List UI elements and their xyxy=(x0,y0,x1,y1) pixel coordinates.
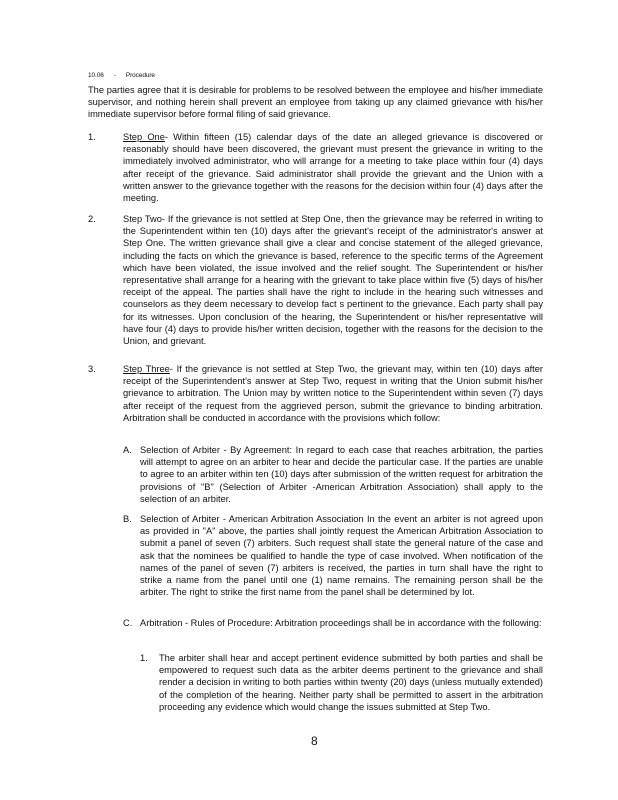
step-three-paragraph xyxy=(123,363,543,424)
step-one-text: - Within fifteen (15) calendar days of the date an alleged grievance is discovered or reasonably should have been discovered, the grievant must present the grievance in writing to the immediately involved administrator, who will arrange for a meeting to take place within four (4) days after receipt of the grievance. Said administrator shall provide the grievant and the Union with a written answer to the grievance together with the reasons for the decision within four (4) days after the meeting. xyxy=(123,132,543,204)
item-c1-paragraph: The arbiter shall hear and accept pertinent evidence submitted by both parties and shall be empowered to request such data as the arbiter deems pertinent to the grievance and shall render a decision in writing to both parties within twenty (20) days (unless mutually extended) of the completion of the hearing. Neither party shall be permitted to assert in the arbitration proceeding any evidence which would change the issues submitted at Step Two. xyxy=(159,653,543,712)
step-three-title: Step Three xyxy=(123,364,170,374)
step-one-number: 1. xyxy=(88,132,96,142)
item-c-paragraph: Arbitration - Rules of Procedure: Arbitration proceedings shall be in accordance with the following: xyxy=(140,618,542,628)
step-two-paragraph: Step Two- If the grievance is not settled at Step One, then the grievance may be referred in writing to the Superintendent within ten (10) days after the grievant's receipt of the administrator's answer at Step One. The written grievance shall give a clear and concise statement of the alleged grievance, including the facts on which the grievance is based, reference to the specific terms of the Agreement which have been violated, the issue involved and the relief sought. The Superintendent or his/her representative shall arrange for a hearing with the grievant to take place within five (5) days of his/her receipt of the appeal. The parties shall have the right to include in the hearing such witnesses and counselors as they deem necessary to develop fact s pertinent to the grievance. Each party shall pay for its witnesses. Upon conclusion of the hearing, the Superintendent or his/her representative will have four (4) days to provide his/her written decision, together with the reasons for the decision to the Union, and grievant. xyxy=(123,214,543,347)
intro-paragraph: The parties agree that it is desirable for problems to be resolved between the employee and his/her immediate supervisor, and nothing herein shall prevent an employee from taking up any claimed grievance with his/her immediate supervisor before formal filing of said grievance. xyxy=(88,85,543,120)
step-three-number: 3. xyxy=(88,364,96,374)
step-two-number: 2. xyxy=(88,214,96,224)
section-dash: - xyxy=(113,72,116,79)
section-number: 10.06 xyxy=(88,72,104,79)
step-three-text: - If the grievance is not settled at Step Two, the grievant may, within ten (10) days after receipt of the Superintendent's answer at Step Two, request in writing that the Union submit his/her grievance to arbitration. The Union may by written notice to the Superintendent within seven (7) days after receipt of the request from the aggrieved person, submit the grievance to binding arbitration. Arbitration shall be conducted in accordance with the provisions which follow: xyxy=(123,364,544,423)
item-b-paragraph: Selection of Arbiter - American Arbitration Association In the event an arbiter is not agreed upon as provided in "A" above, the parties shall jointly request the American Arbitration Association to submit a panel of seven (7) arbiters. Such request shall state the general nature of the case and ask that the nominees be qualified to handle the type of case involved. When notification of the names of the panel of seven (7) arbiters is received, the parties in turn shall have the right to strike a name from the panel until one (1) name remains. The remaining person shall be the arbiter. The right to strike the first name from the panel shall be determined by lot. xyxy=(140,514,543,598)
item-c-letter: C. xyxy=(123,618,133,628)
section-title: Procedure xyxy=(125,72,155,79)
section-heading xyxy=(88,72,165,79)
step-one-paragraph xyxy=(123,131,543,204)
step-one-title: Step One xyxy=(123,132,165,142)
page-number: 8 xyxy=(311,734,318,748)
item-c1-number: 1. xyxy=(140,653,148,663)
item-a-paragraph: Selection of Arbiter - By Agreement: In regard to each case that reaches arbitration, the parties will attempt to agree on an arbiter to hear and decide the particular case. If the parties are unable to agree to an arbiter within ten (10) days after submission of the written request for arbitration the provisions of "B" (Selection of Arbiter -American Arbitration Association) shall apply to the selection of an arbiter. xyxy=(140,445,543,504)
item-a-letter: A. xyxy=(123,445,132,455)
item-b-letter: B. xyxy=(123,514,132,524)
